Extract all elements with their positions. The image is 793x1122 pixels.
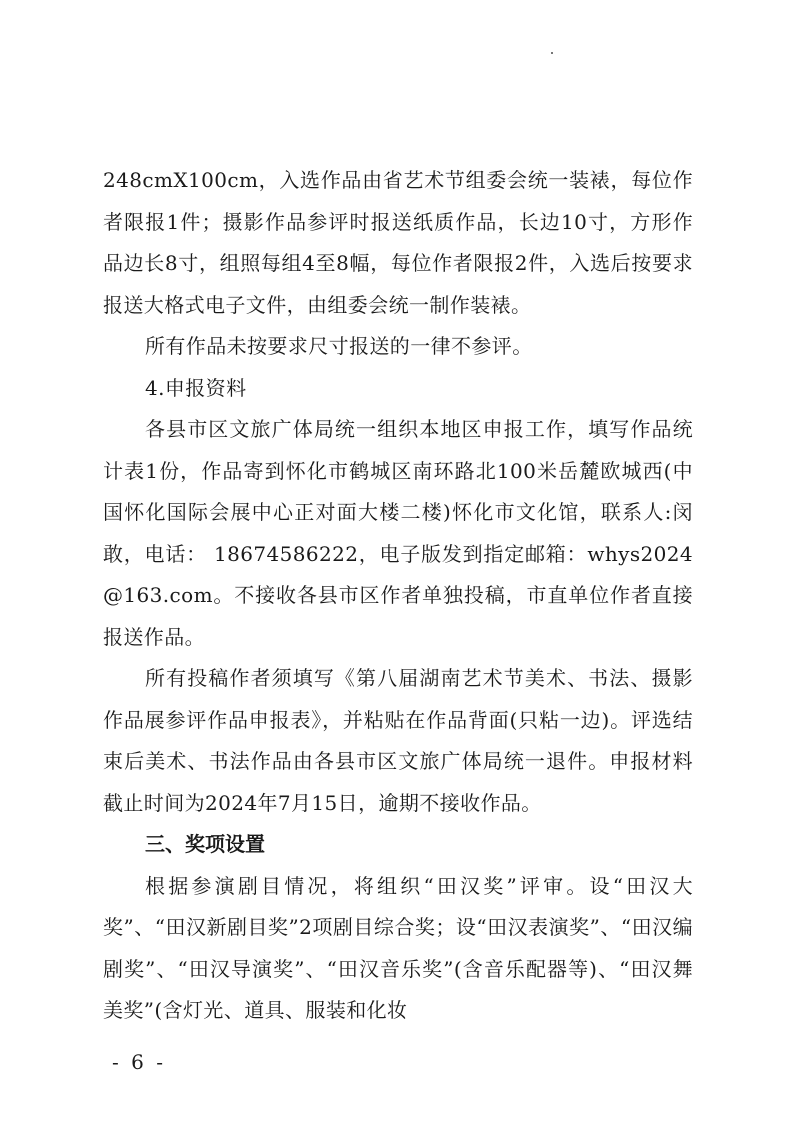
paragraph-submission-info: 各县市区文旅广体局统一组织本地区申报工作，填写作品统计表1份，作品寄到怀化市鹤城区南环路北100米岳麓欧城西(中国怀化国际会展中心正对面大楼二楼)怀化市文化馆，联系人:闵敢，电话： 18674586222，电子版发到指定邮箱：whys2024@163.com。不接收各县市区作者单独投稿，市直单位作者直接报送作品。 (103, 417, 693, 649)
section-heading-awards: 三、奖项设置 (145, 832, 265, 856)
paragraph-size-requirements: 248cmX100cm，入选作品由省艺术节组委会统一装裱，每位作者限报1件；摄影作品参评时报送纸质作品，长边10寸，方形作品边长8寸，组照每组4至8幅，每位作者限报2件，入选后按要求报送大格式电子文件，由组委会统一制作装裱。 (103, 168, 693, 317)
page-number: - 6 - (112, 1050, 166, 1074)
document-body (103, 160, 693, 1032)
subheading-application-materials: 4.申报资料 (145, 375, 247, 400)
scan-speck (551, 52, 553, 54)
paragraph-awards: 根据参演剧目情况，将组织“田汉奖”评审。设“田汉大奖”、“田汉新剧目奖”2项剧目综合奖；设“田汉表演奖”、“田汉编剧奖”、“田汉导演奖”、“田汉音乐奖”(含音乐配器等)、“田汉舞美奖”(含灯光、道具、服装和化妆 (103, 873, 693, 1022)
paragraph-application-form: 所有投稿作者须填写《第八届湖南艺术节美术、书法、摄影作品展参评作品申报表》，并粘贴在作品背面(只粘一边)。评选结束后美术、书法作品由各县市区文旅广体局统一退件。申报材料截止时间为2024年7月15日，逾期不接收作品。 (103, 666, 693, 815)
paragraph-size-rule: 所有作品未按要求尺寸报送的一律不参评。 (145, 334, 533, 358)
